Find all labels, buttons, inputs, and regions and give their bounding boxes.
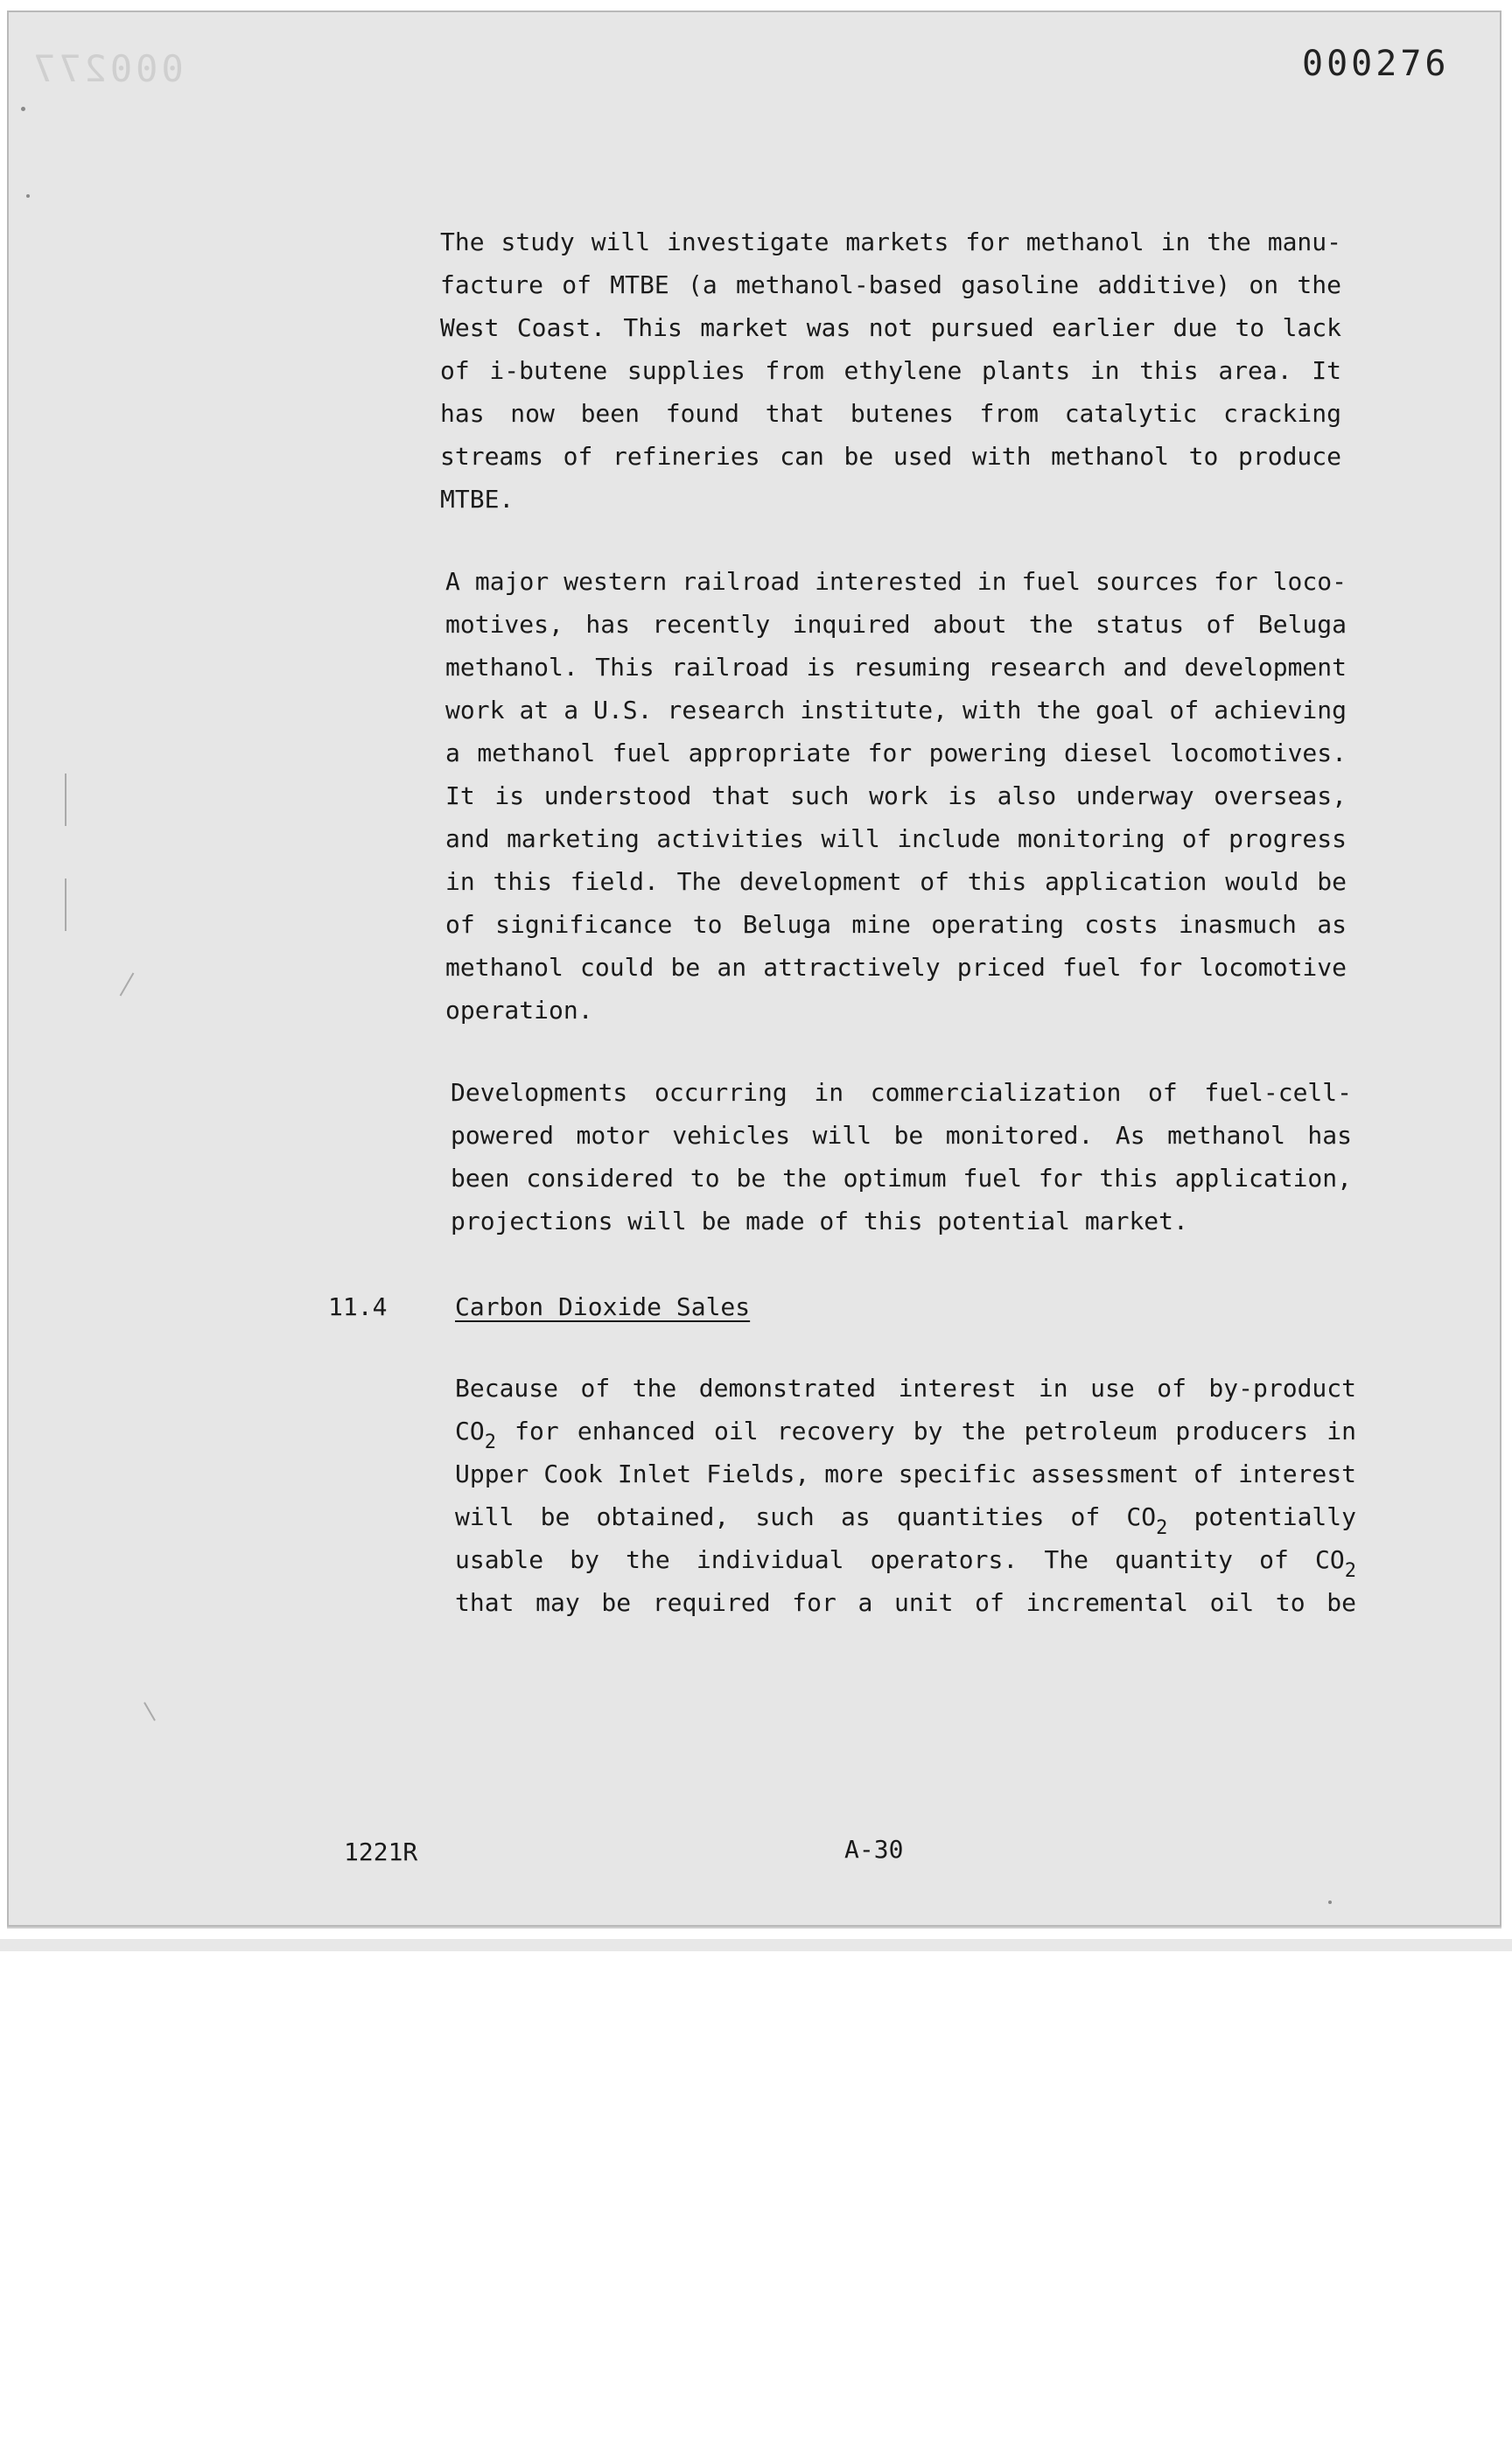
scan-margin-mark — [144, 1702, 156, 1721]
subscript: 2 — [1156, 1517, 1168, 1539]
text-line: of significance to Beluga mine operating costs inasmuch as — [445, 910, 1347, 939]
text-line: that may be required for a unit of incremental oil to be — [455, 1588, 1356, 1617]
text-fragment: CO — [455, 1417, 485, 1446]
subscript: 2 — [1344, 1560, 1356, 1582]
scan-speck — [1328, 1900, 1332, 1904]
page-label: A-30 — [844, 1835, 904, 1864]
text-line: has now been found that butenes from catalytic cracking — [440, 399, 1341, 428]
scan-speck — [21, 107, 25, 111]
text-line: Upper Cook Inlet Fields, more specific assessment of interest — [455, 1460, 1356, 1488]
text-line: a methanol fuel appropriate for powering diesel locomotives. — [445, 738, 1347, 767]
text-line: methanol could be an attractively priced fuel for locomotive — [445, 953, 1347, 982]
text-line: work at a U.S. research institute, with the goal of achieving — [445, 696, 1347, 724]
text-line — [455, 1538, 1356, 1581]
text-fragment: potentially — [1167, 1502, 1356, 1531]
text-line: It is understood that such work is also underway overseas, — [445, 781, 1347, 810]
text-line — [455, 1410, 1356, 1452]
page-number: 000276 — [1302, 44, 1450, 84]
text-line: of i-butene supplies from ethylene plants in this area. It — [440, 356, 1341, 385]
text-line: MTBE. — [440, 485, 514, 514]
scanned-page — [7, 10, 1502, 1927]
text-line: motives, has recently inquired about the status of Beluga — [445, 610, 1347, 639]
section-number: 11.4 — [328, 1292, 388, 1321]
paragraph-railroad-fuel — [445, 560, 1347, 1032]
text-line: in this field. The development of this application would be — [445, 867, 1347, 896]
text-line: projections will be made of this potential market. — [451, 1207, 1188, 1236]
text-line: The study will investigate markets for methanol in the manu- — [440, 228, 1341, 256]
text-line: streams of refineries can be used with methanol to produce — [440, 442, 1341, 471]
section-title: Carbon Dioxide Sales — [455, 1292, 751, 1321]
text-line: Developments occurring in commercialization of fuel-cell- — [451, 1078, 1352, 1107]
text-line: A major western railroad interested in fuel sources for loco- — [445, 567, 1347, 596]
text-line: West Coast. This market was not pursued earlier due to lack — [440, 313, 1341, 342]
paragraph-fuel-cell — [451, 1071, 1352, 1242]
text-line: operation. — [445, 996, 593, 1025]
paragraph-mtbe-market — [440, 220, 1341, 521]
text-line: facture of MTBE (a methanol-based gasoline additive) on the — [440, 270, 1341, 299]
scan-margin-mark — [120, 973, 135, 997]
document-code: 1221R — [344, 1838, 418, 1866]
text-line: and marketing activities will include monitoring of progress — [445, 824, 1347, 853]
text-line: powered motor vehicles will be monitored. As methanol has — [451, 1121, 1352, 1150]
text-fragment: for enhanced oil recovery by the petroleum producers in — [495, 1417, 1356, 1446]
text-line — [455, 1495, 1356, 1538]
bleed-through-page-number: 000277 — [30, 47, 184, 90]
text-line: methanol. This railroad is resuming research and development — [445, 653, 1347, 682]
scan-margin-mark — [65, 774, 66, 826]
text-line: been considered to be the optimum fuel for this application, — [451, 1164, 1352, 1193]
text-fragment: usable by the individual operators. The quantity of CO — [455, 1545, 1345, 1574]
subscript: 2 — [484, 1432, 496, 1453]
paragraph-co2-sales — [455, 1367, 1356, 1624]
text-line: Because of the demonstrated interest in use of by-product — [455, 1374, 1356, 1403]
scan-speck — [26, 194, 30, 198]
text-fragment: will be obtained, such as quantities of CO — [455, 1502, 1157, 1531]
scan-bottom-edge — [0, 1939, 1512, 1951]
scan-margin-mark — [65, 878, 66, 931]
